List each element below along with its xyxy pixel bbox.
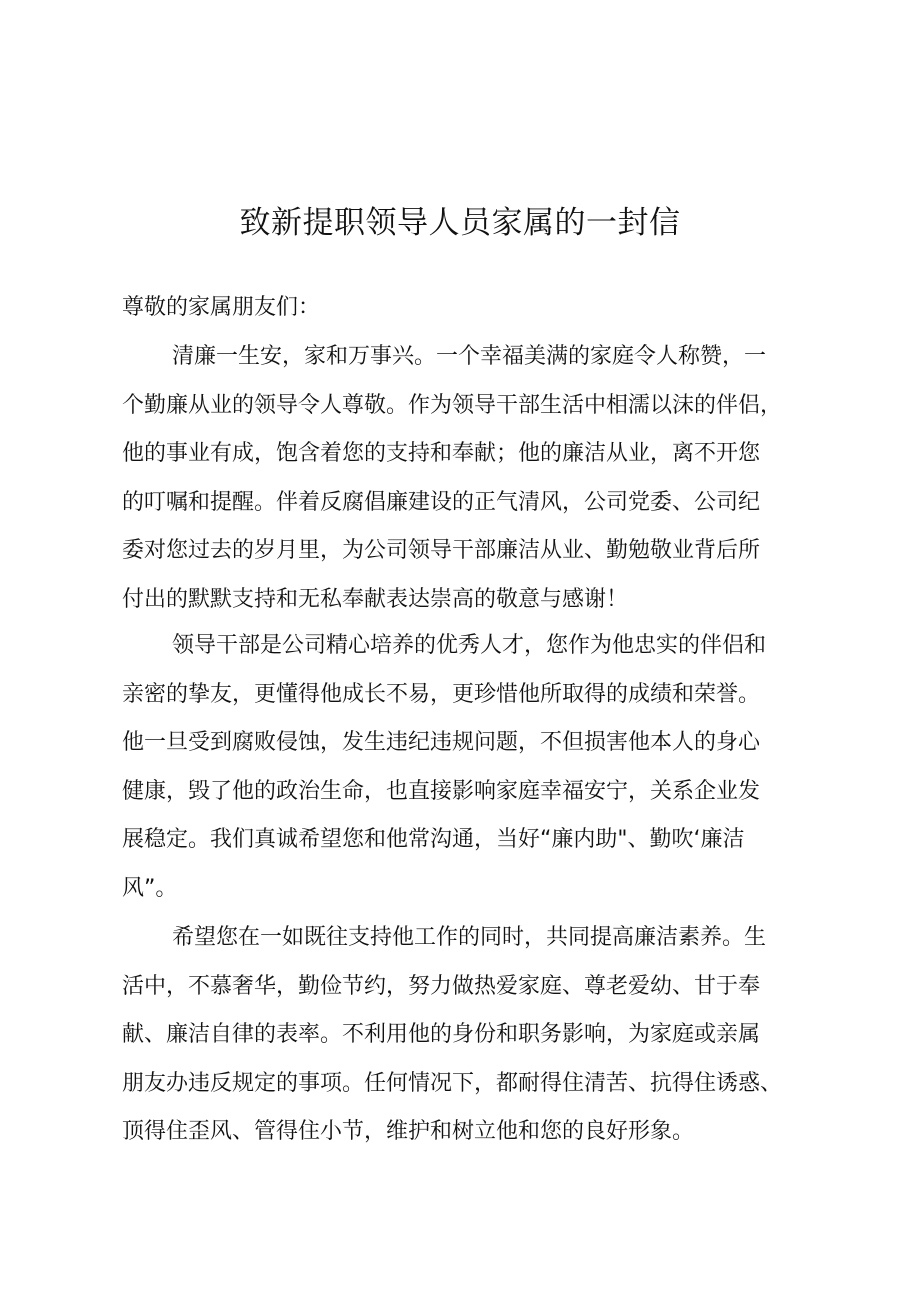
paragraph-line: 领导干部是公司精心培养的优秀人才，您作为他忠实的伴侣和	[172, 633, 767, 658]
paragraph-line: 风”。	[122, 875, 178, 901]
paragraph-line: 朋友办违反规定的事项。任何情况下，都耐得住清苦、抗得住诱惑、	[122, 1070, 783, 1096]
paragraph-line: 个勤廉从业的领导令人尊敬。作为领导干部生活中相濡以沫的伴侣，	[122, 392, 783, 418]
paragraph-line: 健康，毁了他的政治生命，也直接影响家庭幸福安宁，关系企业发	[122, 778, 761, 804]
paragraph-line: 他一旦受到腐败侵蚀，发生违纪违规问题，不但损害他本人的身心	[122, 730, 761, 755]
paragraph-line: 付出的默默支持和无私奉献表达崇高的敬意与感谢！	[122, 586, 629, 612]
paragraph-3	[122, 914, 822, 1157]
paragraph-line: 清廉一生安，家和万事兴。一个幸福美满的家庭令人称赞，一	[172, 344, 767, 369]
paragraph-line: 顶得住歪风、管得住小节，维护和树立他和您的良好形象。	[122, 1119, 695, 1144]
paragraph-line: 活中，不慕奢华，勤俭节约，努力做热爱家庭、尊老爱幼、甘于奉	[122, 973, 761, 999]
paragraph-line: 希望您在一如既往支持他工作的同时，共同提高廉洁素养。生	[172, 925, 767, 950]
paragraph-2	[122, 622, 822, 913]
paragraph-line: 展稳定。我们真诚希望您和他常沟通，当好“廉内助"、勤吹‘廉洁	[122, 827, 745, 852]
letter-title: 致新提职领导人员家属的一封信	[239, 205, 681, 241]
paragraph-line: 的叮嘱和提醒。伴着反腐倡廉建设的正气清风，公司党委、公司纪	[122, 489, 761, 515]
salutation: 尊敬的家属朋友们：	[122, 295, 321, 320]
paragraph-line: 献、廉洁自律的表率。不利用他的身份和职务影响，为家庭或亲属	[122, 1022, 761, 1047]
paragraph-line: 亲密的挚友，更懂得他成长不易，更珍惜他所取得的成绩和荣誉。	[122, 681, 761, 707]
paragraph-line: 他的事业有成，饱含着您的支持和奉献；他的廉洁从业，离不开您	[122, 441, 761, 466]
paragraph-1	[122, 333, 822, 624]
paragraph-line: 委对您过去的岁月里，为公司领导干部廉洁从业、勤勉敬业背后所	[122, 538, 761, 563]
